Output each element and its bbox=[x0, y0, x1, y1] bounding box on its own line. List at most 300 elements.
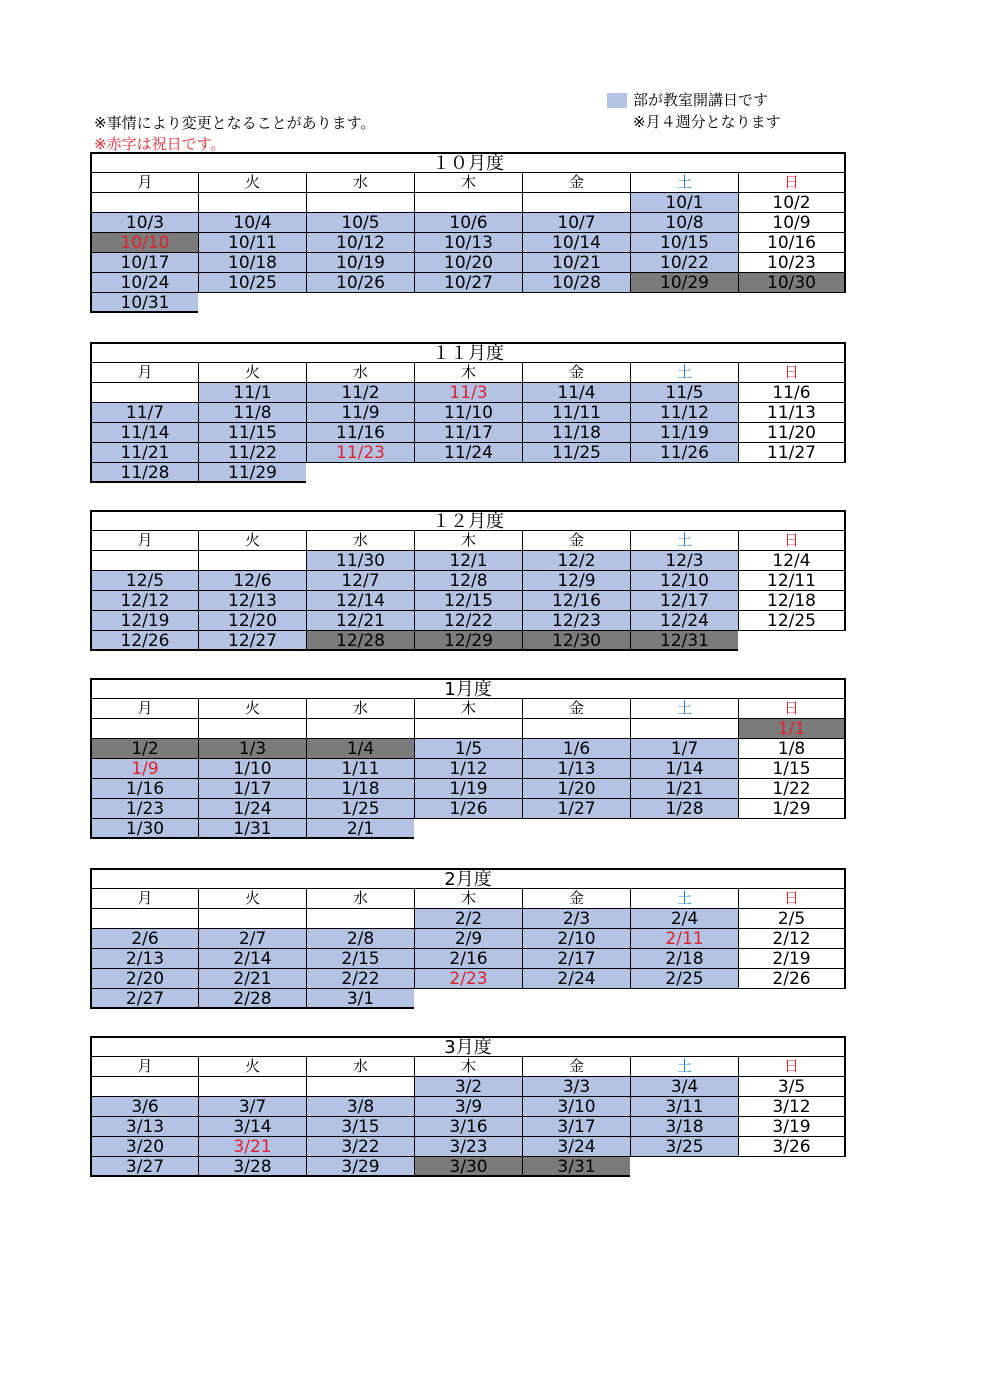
open-day-cell: 12/13 bbox=[198, 591, 306, 611]
month-calendar bbox=[90, 1036, 846, 1177]
week-row bbox=[90, 1097, 846, 1117]
closed-day-cell: 3/31 bbox=[522, 1157, 630, 1177]
empty-space bbox=[522, 819, 630, 839]
day-cell: 2/19 bbox=[738, 949, 846, 969]
open-day-cell: 12/5 bbox=[90, 571, 198, 591]
empty-day-cell bbox=[90, 719, 198, 739]
empty-space bbox=[738, 819, 846, 839]
open-day-cell: 1/25 bbox=[306, 799, 414, 819]
open-day-cell: 11/30 bbox=[306, 551, 414, 571]
open-day-cell: 1/24 bbox=[198, 799, 306, 819]
week-row bbox=[90, 1077, 846, 1097]
week-row bbox=[90, 799, 846, 819]
open-day-cell: 3/16 bbox=[414, 1117, 522, 1137]
open-day-cell: 10/1 bbox=[630, 193, 738, 213]
week-row bbox=[90, 719, 846, 739]
closed-day-cell: 1/3 bbox=[198, 739, 306, 759]
open-day-cell: 11/3 bbox=[414, 383, 522, 403]
open-day-cell: 10/3 bbox=[90, 213, 198, 233]
empty-day-cell bbox=[522, 719, 630, 739]
empty-space bbox=[738, 293, 846, 313]
open-day-cell: 11/25 bbox=[522, 443, 630, 463]
empty-space bbox=[738, 989, 846, 1009]
open-day-cell: 3/27 bbox=[90, 1157, 198, 1177]
weekday-label: 火 bbox=[198, 363, 306, 383]
empty-space bbox=[630, 1157, 738, 1177]
empty-space bbox=[630, 819, 738, 839]
day-cell: 2/5 bbox=[738, 909, 846, 929]
day-cell: 10/9 bbox=[738, 213, 846, 233]
open-day-cell: 11/21 bbox=[90, 443, 198, 463]
empty-space bbox=[522, 989, 630, 1009]
weekday-label: 月 bbox=[90, 1057, 198, 1077]
open-day-cell: 2/28 bbox=[198, 989, 306, 1009]
closed-day-cell: 12/30 bbox=[522, 631, 630, 651]
weekday-label: 日 bbox=[738, 699, 846, 719]
weekday-label: 木 bbox=[414, 889, 522, 909]
open-day-cell: 10/4 bbox=[198, 213, 306, 233]
open-day-cell: 1/13 bbox=[522, 759, 630, 779]
open-day-cell: 10/25 bbox=[198, 273, 306, 293]
open-day-cell: 2/27 bbox=[90, 989, 198, 1009]
open-day-cell: 11/10 bbox=[414, 403, 522, 423]
open-day-cell: 3/6 bbox=[90, 1097, 198, 1117]
day-cell: 1/29 bbox=[738, 799, 846, 819]
open-day-cell: 1/17 bbox=[198, 779, 306, 799]
weekday-label: 木 bbox=[414, 173, 522, 193]
day-cell: 2/26 bbox=[738, 969, 846, 989]
open-day-cell: 3/7 bbox=[198, 1097, 306, 1117]
open-day-cell: 3/14 bbox=[198, 1117, 306, 1137]
week-row bbox=[90, 1157, 846, 1177]
open-day-cell: 11/12 bbox=[630, 403, 738, 423]
open-day-cell: 2/14 bbox=[198, 949, 306, 969]
month-title: 3月度 bbox=[90, 1036, 846, 1057]
empty-space bbox=[738, 1157, 846, 1177]
week-row bbox=[90, 1117, 846, 1137]
open-day-cell: 3/28 bbox=[198, 1157, 306, 1177]
week-row bbox=[90, 551, 846, 571]
week-row bbox=[90, 213, 846, 233]
open-day-cell: 11/14 bbox=[90, 423, 198, 443]
weekday-label: 水 bbox=[306, 1057, 414, 1077]
open-day-cell: 1/28 bbox=[630, 799, 738, 819]
open-day-cell: 1/19 bbox=[414, 779, 522, 799]
empty-space bbox=[198, 293, 306, 313]
day-cell: 11/27 bbox=[738, 443, 846, 463]
open-day-cell: 3/29 bbox=[306, 1157, 414, 1177]
week-row bbox=[90, 293, 846, 313]
open-day-cell: 2/3 bbox=[522, 909, 630, 929]
open-day-cell: 2/10 bbox=[522, 929, 630, 949]
open-day-cell: 3/2 bbox=[414, 1077, 522, 1097]
open-day-cell: 12/7 bbox=[306, 571, 414, 591]
closed-day-cell: 12/31 bbox=[630, 631, 738, 651]
weekday-label: 金 bbox=[522, 531, 630, 551]
weekday-label: 木 bbox=[414, 531, 522, 551]
open-day-cell: 3/1 bbox=[306, 989, 414, 1009]
open-day-cell: 12/1 bbox=[414, 551, 522, 571]
open-day-cell: 11/8 bbox=[198, 403, 306, 423]
open-day-cell: 1/27 bbox=[522, 799, 630, 819]
week-row bbox=[90, 819, 846, 839]
open-day-cell: 11/22 bbox=[198, 443, 306, 463]
open-day-cell: 2/20 bbox=[90, 969, 198, 989]
open-day-cell: 10/31 bbox=[90, 293, 198, 313]
open-day-cell: 12/15 bbox=[414, 591, 522, 611]
weekday-label: 土 bbox=[630, 531, 738, 551]
day-cell: 12/25 bbox=[738, 611, 846, 631]
open-day-cell: 2/2 bbox=[414, 909, 522, 929]
closed-day-cell: 10/10 bbox=[90, 233, 198, 253]
weekday-label: 土 bbox=[630, 1057, 738, 1077]
week-row bbox=[90, 949, 846, 969]
open-day-cell: 12/23 bbox=[522, 611, 630, 631]
open-day-cell: 10/5 bbox=[306, 213, 414, 233]
open-day-cell: 11/2 bbox=[306, 383, 414, 403]
open-day-cell: 11/26 bbox=[630, 443, 738, 463]
open-day-cell: 12/10 bbox=[630, 571, 738, 591]
empty-day-cell bbox=[198, 551, 306, 571]
open-day-cell: 2/16 bbox=[414, 949, 522, 969]
open-day-cell: 1/20 bbox=[522, 779, 630, 799]
open-day-cell: 1/23 bbox=[90, 799, 198, 819]
open-day-cell: 1/16 bbox=[90, 779, 198, 799]
weekday-label: 火 bbox=[198, 173, 306, 193]
open-day-cell: 3/10 bbox=[522, 1097, 630, 1117]
week-row bbox=[90, 423, 846, 443]
open-day-cell: 12/21 bbox=[306, 611, 414, 631]
empty-day-cell bbox=[90, 909, 198, 929]
open-day-cell: 3/13 bbox=[90, 1117, 198, 1137]
day-cell: 3/12 bbox=[738, 1097, 846, 1117]
open-day-cell: 2/6 bbox=[90, 929, 198, 949]
open-day-cell: 2/25 bbox=[630, 969, 738, 989]
weekday-label: 月 bbox=[90, 363, 198, 383]
open-day-cell: 3/9 bbox=[414, 1097, 522, 1117]
open-day-cell: 1/21 bbox=[630, 779, 738, 799]
open-day-cell: 1/5 bbox=[414, 739, 522, 759]
closed-day-cell: 10/29 bbox=[630, 273, 738, 293]
weekday-label: 水 bbox=[306, 889, 414, 909]
empty-day-cell bbox=[90, 551, 198, 571]
week-row bbox=[90, 631, 846, 651]
weekday-label: 水 bbox=[306, 531, 414, 551]
weekday-label: 土 bbox=[630, 699, 738, 719]
open-day-cell: 1/12 bbox=[414, 759, 522, 779]
open-day-cell: 11/17 bbox=[414, 423, 522, 443]
empty-day-cell bbox=[306, 909, 414, 929]
month-calendar bbox=[90, 510, 846, 651]
weekday-label: 日 bbox=[738, 363, 846, 383]
weekday-label: 金 bbox=[522, 173, 630, 193]
week-row bbox=[90, 739, 846, 759]
empty-day-cell bbox=[630, 719, 738, 739]
weeks-note: ※月４週分となります bbox=[633, 113, 781, 131]
week-row bbox=[90, 233, 846, 253]
open-day-cell: 2/11 bbox=[630, 929, 738, 949]
open-day-cell: 11/11 bbox=[522, 403, 630, 423]
open-day-cell: 10/17 bbox=[90, 253, 198, 273]
open-day-cell: 11/5 bbox=[630, 383, 738, 403]
empty-space bbox=[306, 293, 414, 313]
open-day-cell: 10/19 bbox=[306, 253, 414, 273]
open-day-cell: 1/31 bbox=[198, 819, 306, 839]
open-day-cell: 2/21 bbox=[198, 969, 306, 989]
open-day-cell: 11/1 bbox=[198, 383, 306, 403]
open-day-cell: 2/8 bbox=[306, 929, 414, 949]
open-day-cell: 2/15 bbox=[306, 949, 414, 969]
open-day-cell: 12/9 bbox=[522, 571, 630, 591]
closed-day-cell: 1/2 bbox=[90, 739, 198, 759]
week-row bbox=[90, 591, 846, 611]
day-cell: 12/18 bbox=[738, 591, 846, 611]
open-day-cell: 3/4 bbox=[630, 1077, 738, 1097]
open-day-cell: 10/8 bbox=[630, 213, 738, 233]
closed-day-cell: 1/4 bbox=[306, 739, 414, 759]
weekday-label: 水 bbox=[306, 173, 414, 193]
week-row bbox=[90, 273, 846, 293]
open-day-cell: 3/22 bbox=[306, 1137, 414, 1157]
day-cell: 10/2 bbox=[738, 193, 846, 213]
weekday-label: 金 bbox=[522, 1057, 630, 1077]
open-day-cell: 2/1 bbox=[306, 819, 414, 839]
empty-day-cell bbox=[90, 193, 198, 213]
open-day-cell: 11/28 bbox=[90, 463, 198, 483]
weekday-label: 木 bbox=[414, 1057, 522, 1077]
legend-swatch-open bbox=[607, 93, 627, 108]
open-day-cell: 10/15 bbox=[630, 233, 738, 253]
open-day-cell: 10/27 bbox=[414, 273, 522, 293]
weekday-label: 水 bbox=[306, 363, 414, 383]
open-day-cell: 1/10 bbox=[198, 759, 306, 779]
open-day-cell: 10/22 bbox=[630, 253, 738, 273]
open-day-cell: 12/2 bbox=[522, 551, 630, 571]
empty-space bbox=[414, 819, 522, 839]
open-day-cell: 1/11 bbox=[306, 759, 414, 779]
open-day-cell: 11/23 bbox=[306, 443, 414, 463]
open-day-cell: 10/20 bbox=[414, 253, 522, 273]
open-day-cell: 12/12 bbox=[90, 591, 198, 611]
weekday-label: 金 bbox=[522, 363, 630, 383]
week-row bbox=[90, 383, 846, 403]
open-day-cell: 2/9 bbox=[414, 929, 522, 949]
empty-space bbox=[630, 989, 738, 1009]
legend-text: 部が教室開講日です bbox=[633, 91, 769, 109]
weekday-label: 土 bbox=[630, 173, 738, 193]
weekday-label: 土 bbox=[630, 363, 738, 383]
week-row bbox=[90, 759, 846, 779]
open-day-cell: 12/3 bbox=[630, 551, 738, 571]
open-day-cell: 10/12 bbox=[306, 233, 414, 253]
day-cell: 3/19 bbox=[738, 1117, 846, 1137]
empty-day-cell bbox=[306, 1077, 414, 1097]
open-day-cell: 2/23 bbox=[414, 969, 522, 989]
empty-day-cell bbox=[198, 719, 306, 739]
empty-day-cell bbox=[522, 193, 630, 213]
day-cell: 12/4 bbox=[738, 551, 846, 571]
open-day-cell: 2/18 bbox=[630, 949, 738, 969]
closed-day-cell: 3/30 bbox=[414, 1157, 522, 1177]
weekday-label: 火 bbox=[198, 889, 306, 909]
open-day-cell: 2/24 bbox=[522, 969, 630, 989]
empty-day-cell bbox=[414, 719, 522, 739]
day-cell: 3/5 bbox=[738, 1077, 846, 1097]
open-day-cell: 12/24 bbox=[630, 611, 738, 631]
empty-day-cell bbox=[414, 193, 522, 213]
holiday-note: ※赤字は祝日です。 bbox=[94, 135, 226, 153]
open-day-cell: 3/18 bbox=[630, 1117, 738, 1137]
open-day-cell: 10/7 bbox=[522, 213, 630, 233]
open-day-cell: 12/27 bbox=[198, 631, 306, 651]
open-day-cell: 2/22 bbox=[306, 969, 414, 989]
weekday-header-row bbox=[90, 889, 846, 909]
week-row bbox=[90, 989, 846, 1009]
open-day-cell: 10/18 bbox=[198, 253, 306, 273]
weekday-header-row bbox=[90, 531, 846, 551]
open-day-cell: 1/26 bbox=[414, 799, 522, 819]
weekday-header-row bbox=[90, 1057, 846, 1077]
day-cell: 2/12 bbox=[738, 929, 846, 949]
weekday-header-row bbox=[90, 699, 846, 719]
month-title: 2月度 bbox=[90, 868, 846, 889]
closed-day-cell: 10/30 bbox=[738, 273, 846, 293]
month-calendar bbox=[90, 868, 846, 1009]
empty-space bbox=[306, 463, 414, 483]
day-cell: 12/11 bbox=[738, 571, 846, 591]
weekday-header-row bbox=[90, 173, 846, 193]
empty-day-cell bbox=[198, 909, 306, 929]
open-day-cell: 10/13 bbox=[414, 233, 522, 253]
change-note: ※事情により変更となることがあります。 bbox=[94, 114, 376, 132]
weekday-label: 月 bbox=[90, 889, 198, 909]
open-day-cell: 1/9 bbox=[90, 759, 198, 779]
day-cell: 11/20 bbox=[738, 423, 846, 443]
open-day-cell: 10/14 bbox=[522, 233, 630, 253]
open-day-cell: 12/20 bbox=[198, 611, 306, 631]
open-day-cell: 11/18 bbox=[522, 423, 630, 443]
open-day-cell: 2/13 bbox=[90, 949, 198, 969]
open-day-cell: 11/9 bbox=[306, 403, 414, 423]
closed-day-cell: 1/1 bbox=[738, 719, 846, 739]
open-day-cell: 12/14 bbox=[306, 591, 414, 611]
open-day-cell: 12/8 bbox=[414, 571, 522, 591]
weekday-label: 金 bbox=[522, 699, 630, 719]
weekday-header-row bbox=[90, 363, 846, 383]
week-row bbox=[90, 253, 846, 273]
empty-space bbox=[738, 631, 846, 651]
day-cell: 1/15 bbox=[738, 759, 846, 779]
empty-space bbox=[414, 463, 522, 483]
month-title: １２月度 bbox=[90, 510, 846, 531]
weekday-label: 火 bbox=[198, 531, 306, 551]
weekday-label: 日 bbox=[738, 531, 846, 551]
month-title: １０月度 bbox=[90, 152, 846, 173]
day-cell: 11/13 bbox=[738, 403, 846, 423]
empty-space bbox=[414, 989, 522, 1009]
week-row bbox=[90, 193, 846, 213]
empty-space bbox=[630, 463, 738, 483]
weekday-label: 日 bbox=[738, 889, 846, 909]
week-row bbox=[90, 969, 846, 989]
open-day-cell: 11/15 bbox=[198, 423, 306, 443]
open-day-cell: 3/25 bbox=[630, 1137, 738, 1157]
weekday-label: 木 bbox=[414, 363, 522, 383]
weekday-label: 日 bbox=[738, 173, 846, 193]
weekday-label: 金 bbox=[522, 889, 630, 909]
month-calendar bbox=[90, 342, 846, 483]
empty-day-cell bbox=[306, 193, 414, 213]
week-row bbox=[90, 571, 846, 591]
day-cell: 11/6 bbox=[738, 383, 846, 403]
open-day-cell: 10/11 bbox=[198, 233, 306, 253]
open-day-cell: 10/24 bbox=[90, 273, 198, 293]
open-day-cell: 11/16 bbox=[306, 423, 414, 443]
open-day-cell: 2/7 bbox=[198, 929, 306, 949]
open-day-cell: 12/22 bbox=[414, 611, 522, 631]
week-row bbox=[90, 403, 846, 423]
day-cell: 1/22 bbox=[738, 779, 846, 799]
empty-day-cell bbox=[90, 383, 198, 403]
open-day-cell: 2/4 bbox=[630, 909, 738, 929]
weekday-label: 水 bbox=[306, 699, 414, 719]
weekday-label: 火 bbox=[198, 699, 306, 719]
day-cell: 1/8 bbox=[738, 739, 846, 759]
open-day-cell: 3/21 bbox=[198, 1137, 306, 1157]
month-calendar bbox=[90, 152, 846, 313]
weekday-label: 土 bbox=[630, 889, 738, 909]
month-title: １１月度 bbox=[90, 342, 846, 363]
open-day-cell: 3/11 bbox=[630, 1097, 738, 1117]
open-day-cell: 10/21 bbox=[522, 253, 630, 273]
open-day-cell: 3/8 bbox=[306, 1097, 414, 1117]
weekday-label: 日 bbox=[738, 1057, 846, 1077]
closed-day-cell: 12/28 bbox=[306, 631, 414, 651]
open-day-cell: 3/3 bbox=[522, 1077, 630, 1097]
open-day-cell: 3/15 bbox=[306, 1117, 414, 1137]
open-day-cell: 12/17 bbox=[630, 591, 738, 611]
empty-day-cell bbox=[90, 1077, 198, 1097]
empty-day-cell bbox=[198, 193, 306, 213]
week-row bbox=[90, 611, 846, 631]
week-row bbox=[90, 443, 846, 463]
empty-space bbox=[522, 463, 630, 483]
open-day-cell: 11/29 bbox=[198, 463, 306, 483]
weekday-label: 月 bbox=[90, 173, 198, 193]
empty-space bbox=[738, 463, 846, 483]
week-row bbox=[90, 463, 846, 483]
month-title: 1月度 bbox=[90, 678, 846, 699]
week-row bbox=[90, 779, 846, 799]
week-row bbox=[90, 929, 846, 949]
weekday-label: 月 bbox=[90, 531, 198, 551]
empty-day-cell bbox=[198, 1077, 306, 1097]
day-cell: 10/16 bbox=[738, 233, 846, 253]
open-day-cell: 3/24 bbox=[522, 1137, 630, 1157]
open-day-cell: 1/18 bbox=[306, 779, 414, 799]
open-day-cell: 10/28 bbox=[522, 273, 630, 293]
open-day-cell: 11/19 bbox=[630, 423, 738, 443]
week-row bbox=[90, 1137, 846, 1157]
open-day-cell: 11/24 bbox=[414, 443, 522, 463]
weekday-label: 月 bbox=[90, 699, 198, 719]
open-day-cell: 1/30 bbox=[90, 819, 198, 839]
open-day-cell: 1/7 bbox=[630, 739, 738, 759]
open-day-cell: 10/6 bbox=[414, 213, 522, 233]
weekday-label: 火 bbox=[198, 1057, 306, 1077]
open-day-cell: 3/20 bbox=[90, 1137, 198, 1157]
open-day-cell: 12/16 bbox=[522, 591, 630, 611]
